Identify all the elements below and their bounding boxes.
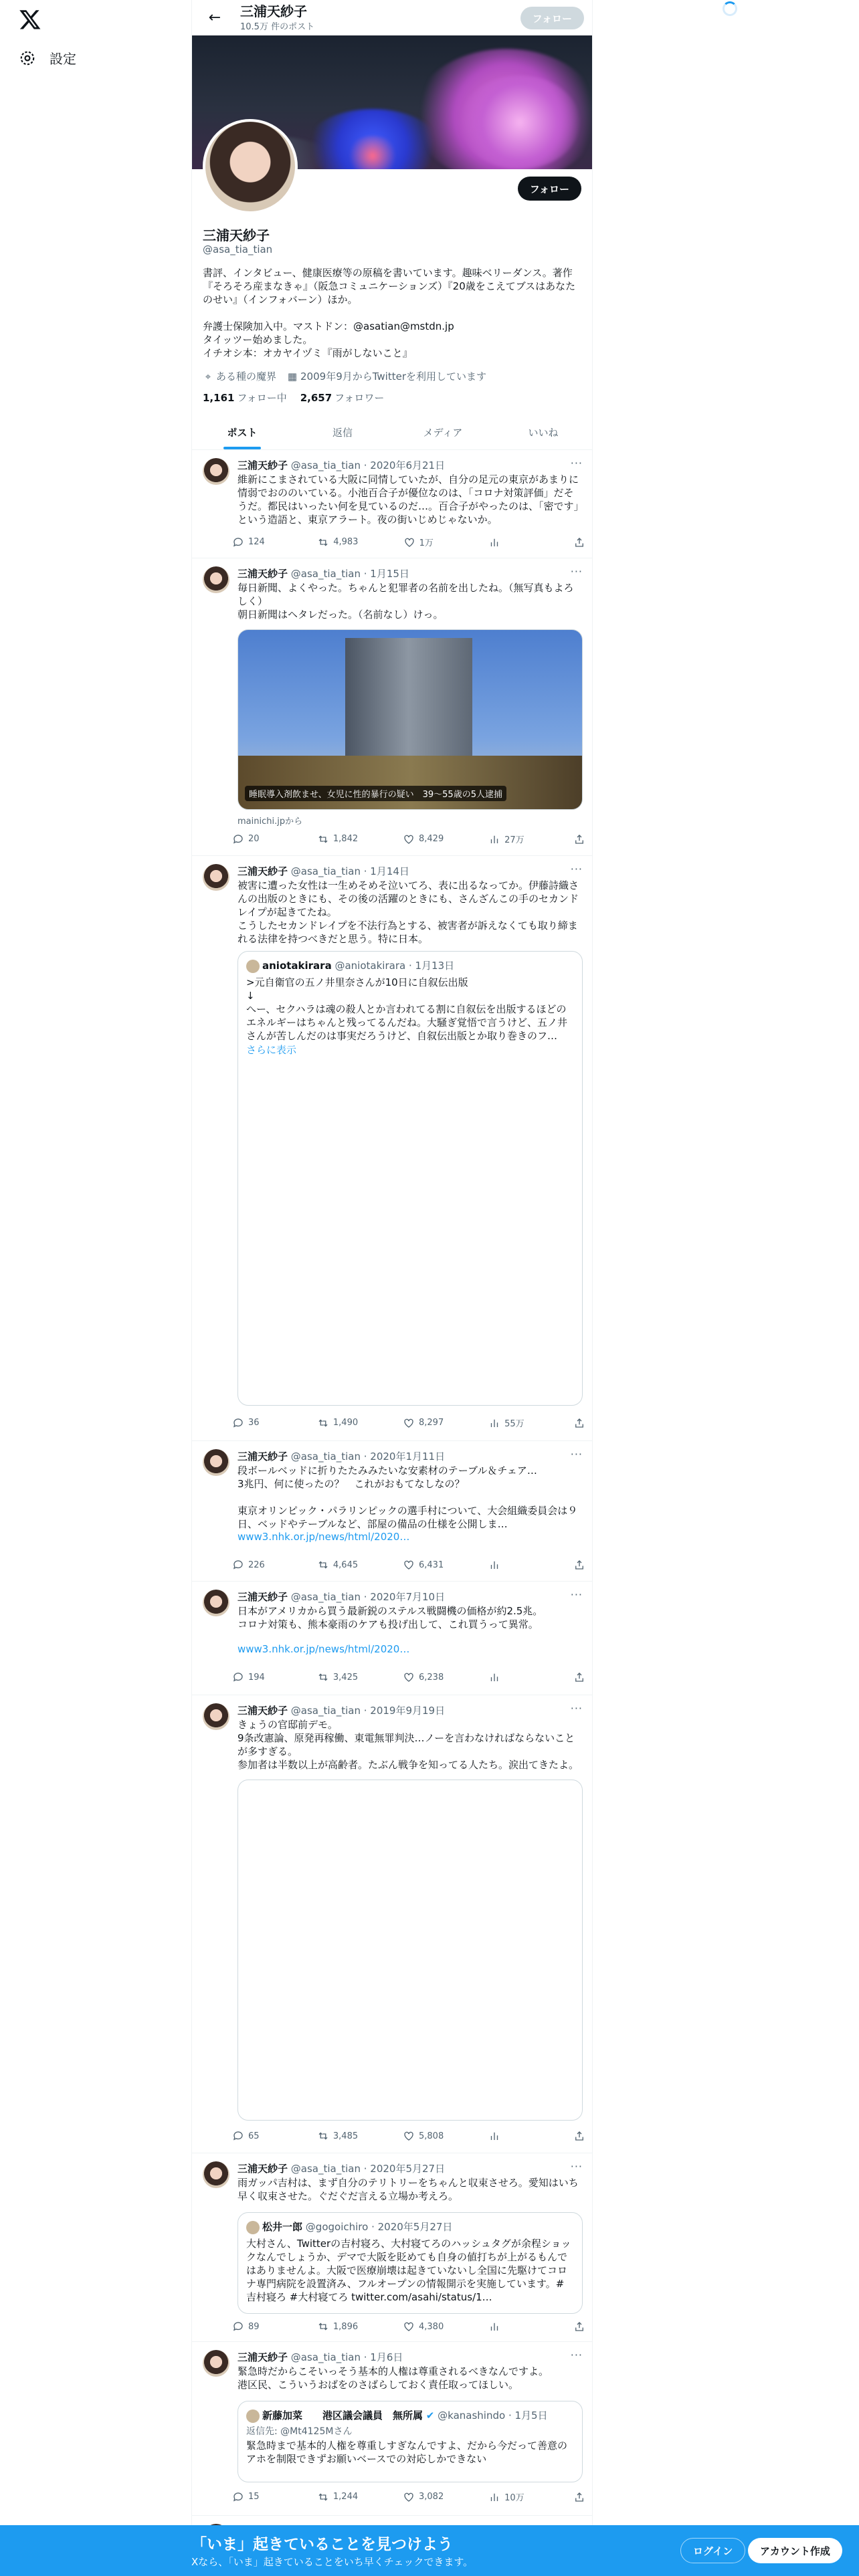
reply-button[interactable]: 194 bbox=[232, 1671, 272, 1683]
profile-location: ある種の魔界 bbox=[216, 370, 277, 383]
followers-link[interactable]: 2,657 フォロワー bbox=[300, 392, 385, 404]
like-button[interactable]: 4,380 bbox=[403, 2321, 444, 2333]
reply-icon bbox=[232, 536, 244, 548]
retweet-button[interactable]: 1,842 bbox=[317, 833, 358, 845]
avatar bbox=[246, 2409, 260, 2423]
retweet-icon bbox=[317, 2491, 329, 2503]
profile-topbar bbox=[192, 0, 593, 35]
retweet-button[interactable]: 1,244 bbox=[317, 2490, 358, 2503]
reply-button[interactable]: 15 bbox=[232, 2490, 272, 2503]
tab-posts[interactable]: ポスト bbox=[192, 415, 292, 449]
back-arrow-icon[interactable]: ← bbox=[208, 9, 221, 26]
profile-avatar[interactable] bbox=[203, 119, 298, 214]
verified-icon: ✔ bbox=[425, 2409, 435, 2422]
retweet-button[interactable]: 3,425 bbox=[317, 1671, 358, 1683]
tweet-text: 段ボールベッドに折りたたみみたいな安素材のテーブル＆チェア… 3兆円、何に使ったの？ これがおもてなしなの？ 東京オリンピック・パラリンピックの選手村について、大会組織委員会は９日、ベッドやテーブルなど、部屋の備品の仕様を公開しま… bbox=[237, 1465, 578, 1530]
profile-name: 三浦天紗子 bbox=[203, 227, 270, 243]
following-link[interactable]: 1,161 フォロー中 bbox=[203, 392, 287, 404]
tweet[interactable]: 三浦天紗子 @asa_tia_tian · 2019年9月19日 ··· きょうの官邸前デモ。 9条改憲論、原発再稼働、東電無罪判決…ノーを言わなければならないことが多すぎる。 参加者は半数以上が高齢者。たぶん戦争を知ってる人たち。涙出てきたよ。 65 3,485 5,808 bbox=[192, 1695, 593, 2153]
retweet-icon bbox=[317, 536, 329, 548]
topbar-follow-button[interactable]: フォロー bbox=[520, 7, 584, 29]
loading-spinner-icon bbox=[723, 1, 737, 16]
tweet-link[interactable]: www3.nhk.or.jp/news/html/2020… bbox=[237, 1643, 410, 1655]
heart-icon bbox=[403, 1559, 415, 1571]
topbar-name: 三浦天紗子 bbox=[240, 3, 307, 19]
tweet-text: きょうの官邸前デモ。 9条改憲論、原発再稼働、東電無罪判決…ノーを言わなければならないことが多すぎる。 参加者は半数以上が高齢者。たぶん戦争を知ってる人たち。涙出てきたよ。 bbox=[237, 1719, 579, 1771]
tweet[interactable]: 三浦天紗子 @asa_tia_tian · 1月15日 ··· 毎日新聞、よくやった。ちゃんと犯罪者の名前を出したね。（無写真もよろしく） 朝日新聞はヘタレだった。（名前なし）けっ。 睡眠導入剤飲ませ、女児に性的暴行の疑い 39〜55歳の5人逮捕 mainichi.jpから 20 1,842 8,429 27万 bbox=[192, 558, 593, 856]
bar-chart-icon bbox=[488, 833, 500, 845]
calendar-icon: ▦ bbox=[287, 370, 298, 383]
reply-button[interactable]: 89 bbox=[232, 2321, 272, 2333]
tweet[interactable]: 三浦天紗子 @asa_tia_tian · 2020年7月10日 ··· 日本がアメリカから買う最新鋭のステルス戦闘機の価格が約2.5兆。 コロナ対策も、熊本豪雨のケアも投げ出して、これ買うって異常。 www3.nhk.or.jp/news/html/2020… 194 3,425 6,238 bbox=[192, 1582, 593, 1695]
like-button[interactable]: 8,297 bbox=[403, 1416, 444, 1429]
heart-icon bbox=[403, 2321, 415, 2333]
share-button[interactable] bbox=[573, 833, 587, 845]
more-icon[interactable]: ··· bbox=[570, 1448, 583, 1461]
share-icon bbox=[573, 2130, 585, 2142]
avatar bbox=[246, 960, 260, 973]
heart-icon bbox=[403, 536, 415, 548]
reply-icon bbox=[232, 1559, 244, 1571]
left-nav bbox=[0, 0, 191, 2576]
nav-settings-label: 設定 bbox=[50, 51, 76, 67]
main-column bbox=[191, 0, 593, 2576]
tweet-text: 緊急時だからこそいっそう基本的人権は尊重されるべきなんですよ。 港区民、こういうおばをのさばらしておく責任取ってほしい。 bbox=[237, 2365, 549, 2391]
quote-text: >元自衛官の五ノ井里奈さんが10日に自叙伝出版 ↓ へー、セクハラは魂の殺人とか言われてる割に自叙伝を出版するほどのエネルギーはちゃんと残ってるんだね。大騒ぎ覚悟で言うけど、五ノ井さんが苦しんだのは事実だろうけど、自叙伝出版とか取り巻きのフ… bbox=[246, 976, 568, 1042]
views-button[interactable]: 27万 bbox=[488, 833, 529, 845]
profile-follow-button[interactable]: フォロー bbox=[518, 177, 581, 201]
views-button[interactable] bbox=[488, 536, 529, 548]
retweet-icon bbox=[317, 2321, 329, 2333]
signup-banner-title: 「いま」起きていることを見つけよう bbox=[191, 2536, 453, 2553]
avatar[interactable] bbox=[203, 1590, 229, 1616]
heart-icon bbox=[403, 1417, 415, 1429]
share-button[interactable] bbox=[573, 1416, 587, 1429]
tweet-text: 被害に遭った女性は一生めそめそ泣いてろ、表に出るなってか。伊藤詩織さんの出版のときにも、その後の活躍のときにも、さんざんこの手のセカンドレイプが起きてたね。 こうしたセカンドレイプを不法行為とする、被害者が訴えなくても取り締まれる法律を持つべきだと思う。特に日本。 bbox=[237, 879, 579, 945]
share-icon bbox=[573, 1559, 585, 1571]
reply-icon bbox=[232, 1417, 244, 1429]
share-button[interactable] bbox=[573, 1671, 587, 1683]
reply-button[interactable]: 36 bbox=[232, 1416, 272, 1429]
reply-button[interactable]: 65 bbox=[232, 2130, 272, 2142]
tweet-media[interactable] bbox=[237, 1780, 583, 2121]
show-more-link[interactable]: さらに表示 bbox=[246, 1044, 297, 1056]
heart-icon bbox=[403, 833, 415, 845]
share-icon bbox=[573, 2491, 585, 2503]
more-icon[interactable]: ··· bbox=[570, 457, 583, 469]
like-button[interactable]: 8,429 bbox=[403, 833, 444, 845]
like-button[interactable]: 6,238 bbox=[403, 1671, 444, 1683]
views-button[interactable] bbox=[488, 1559, 529, 1571]
tab-replies[interactable]: 返信 bbox=[332, 426, 353, 439]
tweet-text: 毎日新聞、よくやった。ちゃんと犯罪者の名前を出したね。（無写真もよろしく） 朝日新聞はヘタレだった。（名前なし）けっ。 bbox=[237, 582, 574, 621]
quote-text: 緊急時まで基本的人権を尊重しすぎなんですよ、だから今だって善意のアホを制限できずお願いベースでの対応しかできない bbox=[246, 2440, 568, 2465]
avatar[interactable] bbox=[203, 1703, 229, 1730]
views-button[interactable] bbox=[488, 2130, 529, 2142]
quote-text: 大村さん、Twitterの吉村寝ろ、大村寝てろのハッシュタグが余程ショックなんでしょうか、デマで大阪を貶めても自身の値打ちが上がるもんではありませんよ。大阪で医療崩壊は起きていないし全国に先駆けてコロナ専門病院を設置済み、フルオープンの情報開示を実施しています。#吉村寝ろ #大村寝てろ twitter.com/asahi/status/1… bbox=[246, 2238, 571, 2303]
bar-chart-icon bbox=[488, 1559, 500, 1571]
signup-banner bbox=[0, 2525, 859, 2576]
avatar[interactable] bbox=[203, 566, 229, 593]
bar-chart-icon bbox=[488, 2321, 500, 2333]
profile-stats bbox=[203, 391, 384, 405]
link-source[interactable]: mainichi.jpから bbox=[237, 817, 303, 827]
quote-tweet[interactable]: aniotakirara @aniotakirara · 1月13日 >元自衛官の五ノ井里奈さんが10日に自叙伝出版 ↓ へー、セクハラは魂の殺人とか言われてる割に自叙伝を出版するほどのエネルギーはちゃんと残ってるんだね。大騒ぎ覚悟で言うけど、五ノ井さんが苦しんだのは事実だろうけど、自叙伝出版とか取り巻きのフ… さらに表示 bbox=[237, 951, 583, 1406]
profile-joined: 2009年9月からTwitterを利用しています bbox=[300, 370, 487, 383]
share-button[interactable] bbox=[573, 2130, 587, 2142]
more-icon[interactable]: ··· bbox=[570, 863, 583, 875]
reply-button[interactable]: 20 bbox=[232, 833, 272, 845]
quote-tweet[interactable]: 松井一郎 @gogoichiro · 2020年5月27日 大村さん、Twitterの吉村寝ろ、大村寝てろのハッシュタグが余程ショックなんでしょうか、デマで大阪を貶めても自身の値打ちが上がるもんではありませんよ。大阪で医療崩壊は起きていないし全国に先駆けてコロナ専門病院を設置済み、フルオープンの情報開示を実施しています。#吉村寝ろ #大村寝てろ twitter.com/asahi/status/1… bbox=[237, 2212, 583, 2314]
retweet-button[interactable]: 4,645 bbox=[317, 1559, 358, 1571]
share-icon bbox=[573, 536, 585, 548]
avatar[interactable] bbox=[203, 2161, 229, 2188]
tab-media[interactable]: メディア bbox=[423, 426, 463, 439]
views-button[interactable]: 55万 bbox=[488, 1416, 529, 1429]
reply-icon bbox=[232, 2491, 244, 2503]
more-icon[interactable]: ··· bbox=[570, 1702, 583, 1715]
retweet-icon bbox=[317, 1671, 329, 1683]
profile-bio: 書評、インタビュー、健康医療等の原稿を書いています。趣味ベリーダンス。著作『そろそろ産まなきゃ』（阪急コミュニケーションズ）『20歳をこえてブスはあなたのせい』（インフォバーン）ほか。 弁護士保険加入中。マストドン：@asatian@mstdn.jp タイッツー始めました。 イチオシ本：オカヤイヅミ『雨がしないこと』 bbox=[203, 267, 576, 359]
reply-icon bbox=[232, 1671, 244, 1683]
more-icon[interactable]: ··· bbox=[570, 1588, 583, 1601]
bar-chart-icon bbox=[488, 1417, 500, 1429]
profile-handle: @asa_tia_tian bbox=[203, 243, 273, 255]
profile-meta bbox=[203, 369, 486, 383]
views-button[interactable] bbox=[488, 1671, 529, 1683]
bar-chart-icon bbox=[488, 2491, 500, 2503]
retweet-button[interactable]: 1,896 bbox=[317, 2321, 358, 2333]
signup-banner-subtitle: Xなら、「いま」起きていることをいち早くチェックできます。 bbox=[191, 2556, 474, 2568]
image-caption: 睡眠導入剤飲ませ、女児に性的暴行の疑い 39〜55歳の5人逮捕 bbox=[245, 786, 506, 801]
avatar bbox=[246, 2221, 260, 2234]
more-icon[interactable]: ··· bbox=[570, 2160, 583, 2173]
bar-chart-icon bbox=[488, 1671, 500, 1683]
share-icon bbox=[573, 833, 585, 845]
tweet[interactable]: 三浦天紗子 @asa_tia_tian · 1月6日 ··· 緊急時だからこそいっそう基本的人権は尊重されるべきなんですよ。 港区民、こういうおばをのさばらしておく責任取ってほしい。 新藤加菜 港区議会議員 無所属 ✔ @kanashindo · 1月5日 返信先: @Mt4125Mさん 緊急時まで基本的人権を尊重しすぎなんですよ、だから今だって善意のアホを制限できずお願いベースでの対応しかできない 15 1,244 3,082 10万 bbox=[192, 2342, 593, 2516]
bar-chart-icon bbox=[488, 536, 500, 548]
share-button[interactable] bbox=[573, 2490, 587, 2503]
tweet-text: 日本がアメリカから買う最新鋭のステルス戦闘機の価格が約2.5兆。 コロナ対策も、熊本豪雨のケアも投げ出して、これ買うって異常。 bbox=[237, 1605, 543, 1630]
more-icon[interactable]: ··· bbox=[570, 2349, 583, 2361]
profile-tabs bbox=[192, 415, 593, 450]
share-button[interactable] bbox=[573, 1559, 587, 1571]
avatar[interactable] bbox=[203, 2350, 229, 2377]
retweet-button[interactable]: 1,490 bbox=[317, 1416, 358, 1429]
tab-likes[interactable]: いいね bbox=[528, 426, 559, 439]
link-card-image[interactable] bbox=[237, 629, 583, 810]
retweet-button[interactable]: 3,485 bbox=[317, 2130, 358, 2142]
share-button[interactable] bbox=[573, 536, 587, 548]
nav-settings[interactable] bbox=[19, 48, 76, 68]
retweet-icon bbox=[317, 833, 329, 845]
reply-icon bbox=[232, 2130, 244, 2142]
location-icon: ⌖ bbox=[205, 370, 211, 383]
avatar[interactable] bbox=[203, 864, 229, 891]
tweet-text: 維新にこまされている大阪に同情していたが、自分の足元の東京があまりに情弱でおののいている。小池百合子が優位なのは、「コロナ対策評価」だそうだ。都民はいったい何を見ているのだ…。百合子がやったのは、「密です」という造語と、東京アラート。夜の街いじめじゃないか。 bbox=[237, 473, 579, 526]
heart-icon bbox=[403, 2130, 415, 2142]
share-icon bbox=[573, 1671, 585, 1683]
like-button[interactable]: 5,808 bbox=[403, 2130, 444, 2142]
heart-icon bbox=[403, 1671, 415, 1683]
login-button[interactable]: ログイン bbox=[680, 2538, 745, 2563]
retweet-button[interactable]: 4,983 bbox=[317, 536, 358, 548]
reply-icon bbox=[232, 833, 244, 845]
like-button[interactable]: 1万 bbox=[403, 536, 444, 548]
x-logo-icon[interactable] bbox=[19, 8, 41, 31]
reply-icon bbox=[232, 2321, 244, 2333]
views-button[interactable] bbox=[488, 2321, 529, 2333]
tweet[interactable]: 三浦天紗子 @asa_tia_tian · 2020年5月27日 ··· 雨ガッパ吉村は、まず自分のテリトリーをちゃんと収束させろ。愛知はいち早く収束させた。ぐだぐだ言える立場か考えろ。 松井一郎 @gogoichiro · 2020年5月27日 大村さん、Twitterの吉村寝ろ、大村寝てろのハッシュタグが余程ショックなんでしょうか、デマで大阪を貶めても自身の値打ちが上がるもんではありませんよ。大阪で医療崩壊は起きていないし全国に先駆けてコロナ専門病院を設置済み、フルオープンの情報開示を実施しています。#吉村寝ろ #大村寝てろ twitter.com/asahi/status/1… 89 1,896 4,380 bbox=[192, 2153, 593, 2342]
like-button[interactable]: 3,082 bbox=[403, 2490, 444, 2503]
share-icon bbox=[573, 1417, 585, 1429]
tweet[interactable]: 三浦天紗子 @asa_tia_tian · 2020年1月11日 ··· 段ボールベッドに折りたたみみたいな安素材のテーブル＆チェア… 3兆円、何に使ったの？ これがおもてなしなの？ 東京オリンピック・パラリンピックの選手村について、大会組織委員会は９日、ベッドやテーブルなど、部屋の備品の仕様を公開しま… www3.nhk.or.jp/news/html/2020… 226 4,645 6,431 bbox=[192, 1441, 593, 1582]
topbar-post-count: 10.5万 件のポスト bbox=[240, 22, 315, 32]
like-button[interactable]: 6,431 bbox=[403, 1559, 444, 1571]
retweet-icon bbox=[317, 1559, 329, 1571]
share-button[interactable] bbox=[573, 2321, 587, 2333]
tweet[interactable]: 三浦天紗子 @asa_tia_tian · 1月14日 ··· 被害に遭った女性は一生めそめそ泣いてろ、表に出るなってか。伊藤詩織さんの出版のときにも、その後の活躍のときにも、さんざんこの手のセカンドレイプが起きてたね。 こうしたセカンドレイプを不法行為とする、被害者が訴えなくても取り締まれる法律を持つべきだと思う。特に日本。 aniotakirara @aniotakirara · 1月13日 >元自衛官の五ノ井里奈さんが10日に自叙伝出版 ↓ へー、セクハラは魂の殺人とか言われてる割に自叙伝を出版するほどのエネルギーはちゃんと残ってるんだね。大騒ぎ覚悟で言うけど、五ノ井さんが苦しんだのは事実だろうけど、自叙伝出版とか取り巻きのフ… さらに表示 36 1,490 8,297 55万 bbox=[192, 856, 593, 1441]
retweet-icon bbox=[317, 2130, 329, 2142]
tweet-text: 雨ガッパ吉村は、まず自分のテリトリーをちゃんと収束させろ。愛知はいち早く収束させた。ぐだぐだ言える立場か考えろ。 bbox=[237, 2177, 579, 2202]
create-account-button[interactable]: アカウント作成 bbox=[748, 2538, 842, 2563]
gear-icon bbox=[19, 49, 36, 67]
tweet[interactable]: 三浦天紗子 @asa_tia_tian · 2020年6月21日 ··· 維新にこまされている大阪に同情していたが、自分の足元の東京があまりに情弱でおののいている。小池百合子が優位なのは、「コロナ対策評価」だそうだ。都民はいったい何を見ているのだ…。百合子がやったのは、「密です」という造語と、東京アラート。夜の街いじめじゃないか。 124 4,983 1万 bbox=[192, 450, 593, 558]
reply-to: 返信先: @Mt4125Mさん bbox=[246, 2426, 353, 2437]
reply-button[interactable]: 226 bbox=[232, 1559, 272, 1571]
tweet-link[interactable]: www3.nhk.or.jp/news/html/2020… bbox=[237, 1531, 410, 1543]
heart-icon bbox=[403, 2491, 415, 2503]
avatar[interactable] bbox=[203, 458, 229, 485]
quote-tweet[interactable]: 新藤加菜 港区議会議員 無所属 ✔ @kanashindo · 1月5日 返信先: @Mt4125Mさん 緊急時まで基本的人権を尊重しすぎなんですよ、だから今だって善意のアホを制限できずお願いベースでの対応しかできない bbox=[237, 2401, 583, 2482]
more-icon[interactable]: ··· bbox=[570, 565, 583, 578]
reply-button[interactable]: 124 bbox=[232, 536, 272, 548]
avatar[interactable] bbox=[203, 1449, 229, 1476]
views-button[interactable]: 10万 bbox=[488, 2490, 529, 2503]
retweet-icon bbox=[317, 1417, 329, 1429]
bar-chart-icon bbox=[488, 2130, 500, 2142]
share-icon bbox=[573, 2321, 585, 2333]
